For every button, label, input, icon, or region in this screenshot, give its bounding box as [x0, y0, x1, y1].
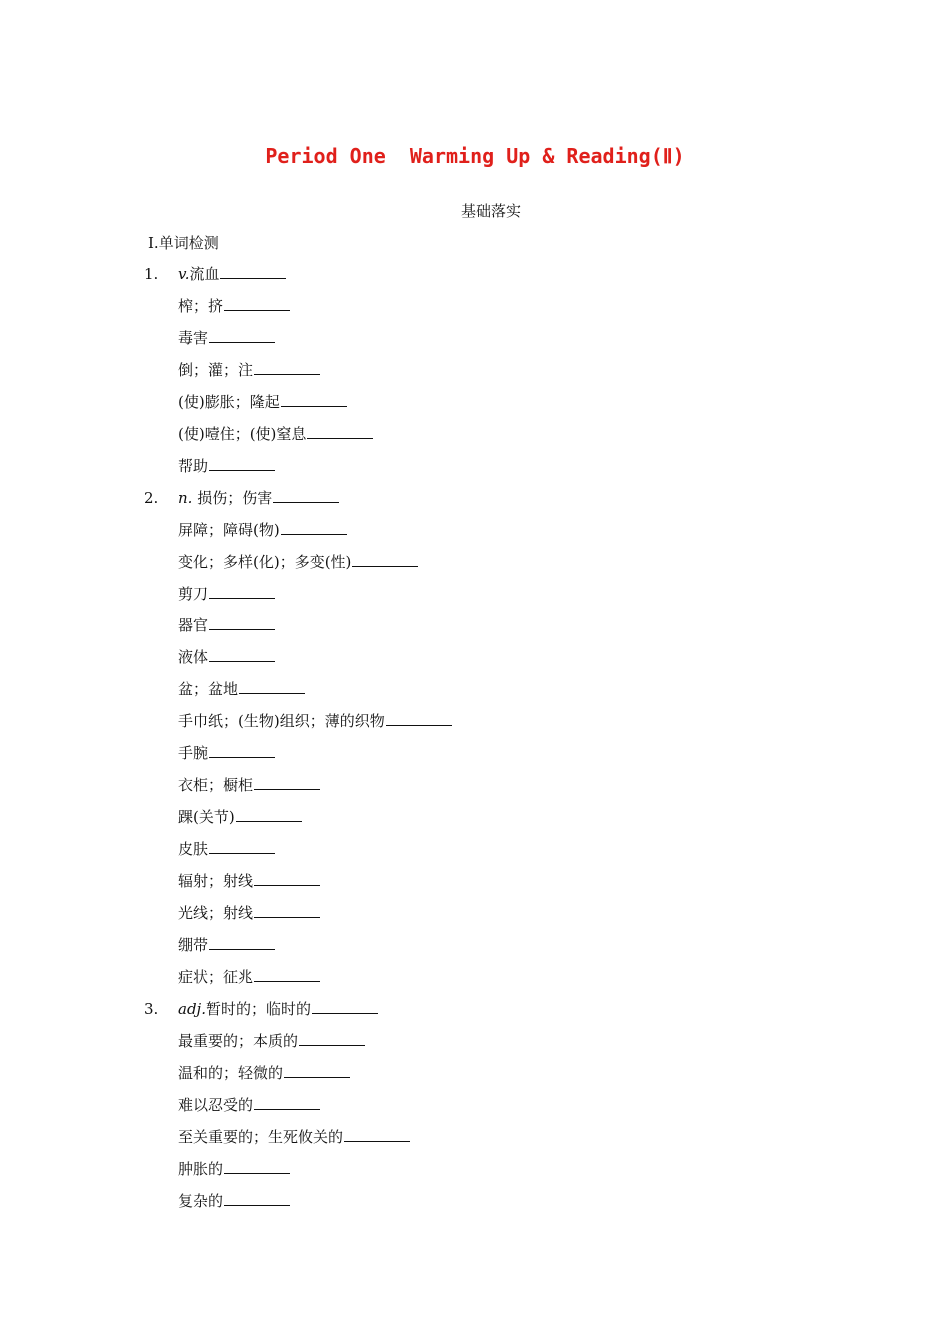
definition-text: 手巾纸；(生物)组织；薄的织物	[178, 712, 385, 730]
answer-blank[interactable]	[209, 628, 275, 630]
definition-text: 液体	[178, 648, 209, 666]
list-item	[178, 871, 320, 891]
answer-blank[interactable]	[254, 1108, 320, 1110]
definition-text: 绷带	[178, 936, 209, 954]
answer-blank[interactable]	[209, 469, 275, 471]
answer-blank[interactable]	[254, 373, 320, 375]
definition-text: 辐射；射线	[178, 872, 254, 890]
definition-text: 倒；灌；注	[178, 361, 254, 379]
answer-blank[interactable]	[209, 341, 275, 343]
definition-text: 变化；多样(化)；多变(性)	[178, 553, 352, 571]
list-item	[178, 903, 320, 923]
exercise-heading: Ⅰ.单词检测	[148, 234, 219, 252]
list-item	[178, 360, 320, 380]
group-number: 1.	[144, 265, 159, 283]
definition-text: 帮助	[178, 457, 209, 475]
answer-blank[interactable]	[254, 980, 320, 982]
definition-text: 暂时的；临时的	[205, 1000, 311, 1018]
definition-text: (使)膨胀；隆起	[178, 393, 280, 411]
answer-blank[interactable]	[224, 1172, 290, 1174]
group-number: 3.	[144, 1000, 159, 1018]
definition-text: 至关重要的；生死攸关的	[178, 1128, 344, 1146]
definition-text: (使)噎住；(使)窒息	[178, 425, 307, 443]
answer-blank[interactable]	[307, 437, 373, 439]
list-item	[178, 967, 320, 987]
list-item	[178, 392, 347, 412]
list-item	[178, 584, 275, 604]
definition-text: 症状；征兆	[178, 968, 254, 986]
part-of-speech: v.	[178, 265, 190, 283]
definition-text: 器官	[178, 616, 209, 634]
list-item	[178, 775, 320, 795]
page-title: Period One Warming Up & Reading(Ⅱ)	[265, 144, 685, 168]
list-item	[178, 520, 347, 540]
definition-text: 最重要的；本质的	[178, 1032, 299, 1050]
list-item	[178, 935, 275, 955]
list-item	[178, 296, 290, 316]
definition-text: 温和的；轻微的	[178, 1064, 284, 1082]
answer-blank[interactable]	[236, 820, 302, 822]
definition-text: 盆；盆地	[178, 680, 239, 698]
list-item	[178, 839, 275, 859]
definition-text: 肿胀的	[178, 1160, 224, 1178]
answer-blank[interactable]	[284, 1076, 350, 1078]
answer-blank[interactable]	[352, 565, 418, 567]
list-item	[178, 743, 275, 763]
definition-text: 毒害	[178, 329, 209, 347]
list-item	[178, 264, 286, 284]
list-item	[178, 488, 339, 508]
answer-blank[interactable]	[386, 724, 452, 726]
definition-text: 皮肤	[178, 840, 209, 858]
list-item	[178, 1063, 350, 1083]
section-heading: 基础落实	[460, 202, 521, 220]
list-item	[178, 1031, 365, 1051]
list-item	[178, 1191, 290, 1211]
part-of-speech: adj.	[178, 1000, 206, 1018]
list-item	[178, 647, 275, 667]
definition-text: 衣柜；橱柜	[178, 776, 254, 794]
answer-blank[interactable]	[299, 1044, 365, 1046]
definition-text: 剪刀	[178, 585, 209, 603]
answer-blank[interactable]	[209, 756, 275, 758]
answer-blank[interactable]	[281, 405, 347, 407]
list-item	[178, 1127, 410, 1147]
group-number: 2.	[144, 489, 159, 507]
answer-blank[interactable]	[224, 309, 290, 311]
answer-blank[interactable]	[209, 852, 275, 854]
answer-blank[interactable]	[209, 597, 275, 599]
answer-blank[interactable]	[254, 884, 320, 886]
list-item	[178, 711, 452, 731]
answer-blank[interactable]	[209, 660, 275, 662]
definition-text: 踝(关节)	[178, 808, 235, 826]
list-item	[178, 328, 275, 348]
definition-text: 难以忍受的	[178, 1096, 254, 1114]
answer-blank[interactable]	[209, 948, 275, 950]
answer-blank[interactable]	[224, 1204, 290, 1206]
definition-text: 榨；挤	[178, 297, 224, 315]
list-item	[178, 1159, 290, 1179]
list-item	[178, 999, 378, 1019]
definition-text: 复杂的	[178, 1192, 224, 1210]
answer-blank[interactable]	[220, 277, 286, 279]
list-item	[178, 552, 418, 572]
answer-blank[interactable]	[344, 1140, 410, 1142]
answer-blank[interactable]	[281, 533, 347, 535]
list-item	[178, 456, 275, 476]
definition-text: 屏障；障碍(物)	[178, 521, 280, 539]
list-item	[178, 1095, 320, 1115]
list-item	[178, 615, 275, 635]
definition-text: 流血	[189, 265, 220, 283]
answer-blank[interactable]	[273, 501, 339, 503]
answer-blank[interactable]	[312, 1012, 378, 1014]
list-item	[178, 679, 305, 699]
answer-blank[interactable]	[254, 788, 320, 790]
list-item	[178, 807, 302, 827]
part-of-speech: n.	[178, 489, 193, 507]
list-item	[178, 424, 373, 444]
definition-text: 手腕	[178, 744, 209, 762]
definition-text: 光线；射线	[178, 904, 254, 922]
answer-blank[interactable]	[239, 692, 305, 694]
answer-blank[interactable]	[254, 916, 320, 918]
definition-text: 损伤；伤害	[197, 489, 273, 507]
